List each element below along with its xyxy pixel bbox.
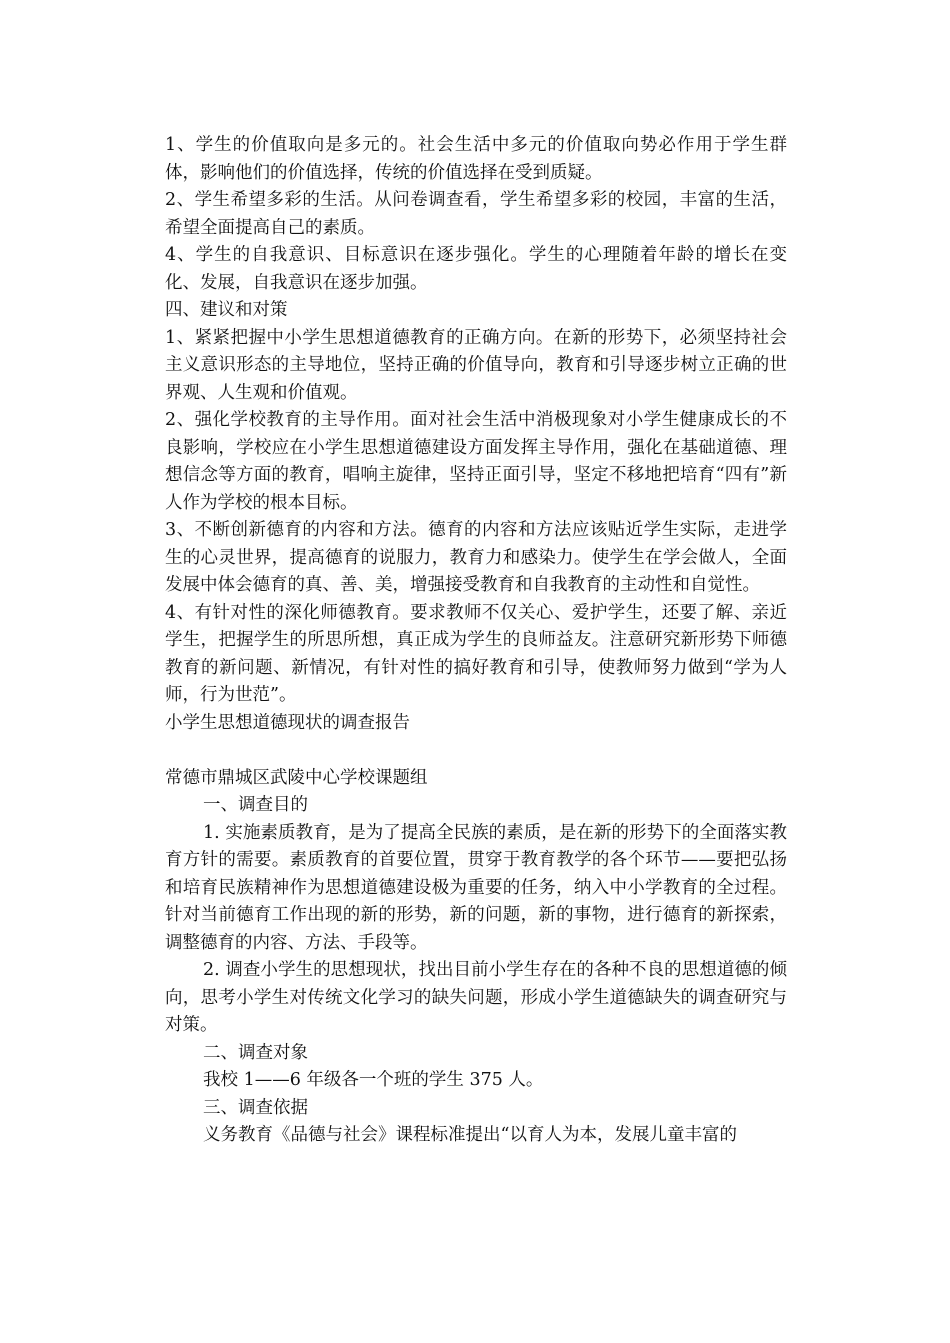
section-heading-suggestions: 四、建议和对策 <box>165 300 288 320</box>
paragraph-suggestion-4: 4、有针对性的深化师德教育。要求教师不仅关心、爱护学生，还要了解、亲近学生，把握学生的所思所想，真正成为学生的良师益友。注意研究新形势下师德教育的新问题、新情况，有针对性的搞好教育和引导，使教师努力做到“学为人师，行为世范”。 <box>165 602 787 705</box>
section-heading-basis: 三、调查依据 <box>203 1097 308 1118</box>
section-heading-subjects: 二、调查对象 <box>203 1042 308 1063</box>
section-heading-purpose: 一、调查目的 <box>203 795 308 815</box>
paragraph-self-awareness: 4、学生的自我意识、目标意识在逐步强化。学生的心理随着年龄的增长在变化、发展，自我意识在逐步加强。 <box>165 245 787 293</box>
paragraph-subjects: 我校 1——6 年级各一个班的学生 375 人。 <box>203 1070 544 1090</box>
paragraph-value-orientation: 1、学生的价值取向是多元的。社会生活中多元的价值取向势必作用于学生群体，影响他们的价值选择，传统的价值选择在受到质疑。 <box>165 135 787 183</box>
paragraph-purpose-1: 1. 实施素质教育，是为了提高全民族的素质，是在新的形势下的全面落实教育方针的需要。素质教育的首要位置，贯穿于教育教学的各个环节——要把弘扬和培育民族精神作为思想道德建设极为重要的任务，纳入中小学教育的全过程。针对当前德育工作出现的新的形势，新的问题，新的事物，进行德育的新探索，调整德育的内容、方法、手段等。 <box>165 822 787 953</box>
document-page <box>165 132 787 1150</box>
paragraph-suggestion-3: 3、不断创新德育的内容和方法。德育的内容和方法应该贴近学生实际，走进学生的心灵世界，提高德育的说服力，教育力和感染力。使学生在学会做人，全面发展中体会德育的真、善、美，增强接受教育和自我教育的主动性和自觉性。 <box>165 520 787 595</box>
blank-line <box>165 737 787 765</box>
paragraph-suggestion-2: 2、强化学校教育的主导作用。面对社会生活中消极现象对小学生健康成长的不良影响，学校应在小学生思想道德建设方面发挥主导作用，强化在基础道德、理想信念等方面的教育，唱响主旋律，坚持正面引导，坚定不移地把培育“四有”新人作为学校的根本目标。 <box>165 410 787 513</box>
paragraph-basis: 义务教育《品德与社会》课程标准提出“以育人为本，发展儿童丰富的 <box>203 1125 737 1145</box>
report-title: 小学生思想道德现状的调查报告 <box>165 712 410 733</box>
paragraph-purpose-2: 2. 调查小学生的思想现状，找出目前小学生存在的各种不良的思想道德的倾向，思考小学生对传统文化学习的缺失问题，形成小学生道德缺失的调查研究与对策。 <box>165 960 787 1035</box>
paragraph-colorful-life: 2、学生希望多彩的生活。从问卷调查看，学生希望多彩的校园，丰富的生活，希望全面提高自己的素质。 <box>165 190 787 238</box>
paragraph-suggestion-1: 1、紧紧把握中小学生思想道德教育的正确方向。在新的形势下，必须坚持社会主义意识形态的主导地位，坚持正确的价值导向，教育和引导逐步树立正确的世界观、人生观和价值观。 <box>165 327 787 403</box>
report-author: 常德市鼎城区武陵中心学校课题组 <box>165 767 428 788</box>
